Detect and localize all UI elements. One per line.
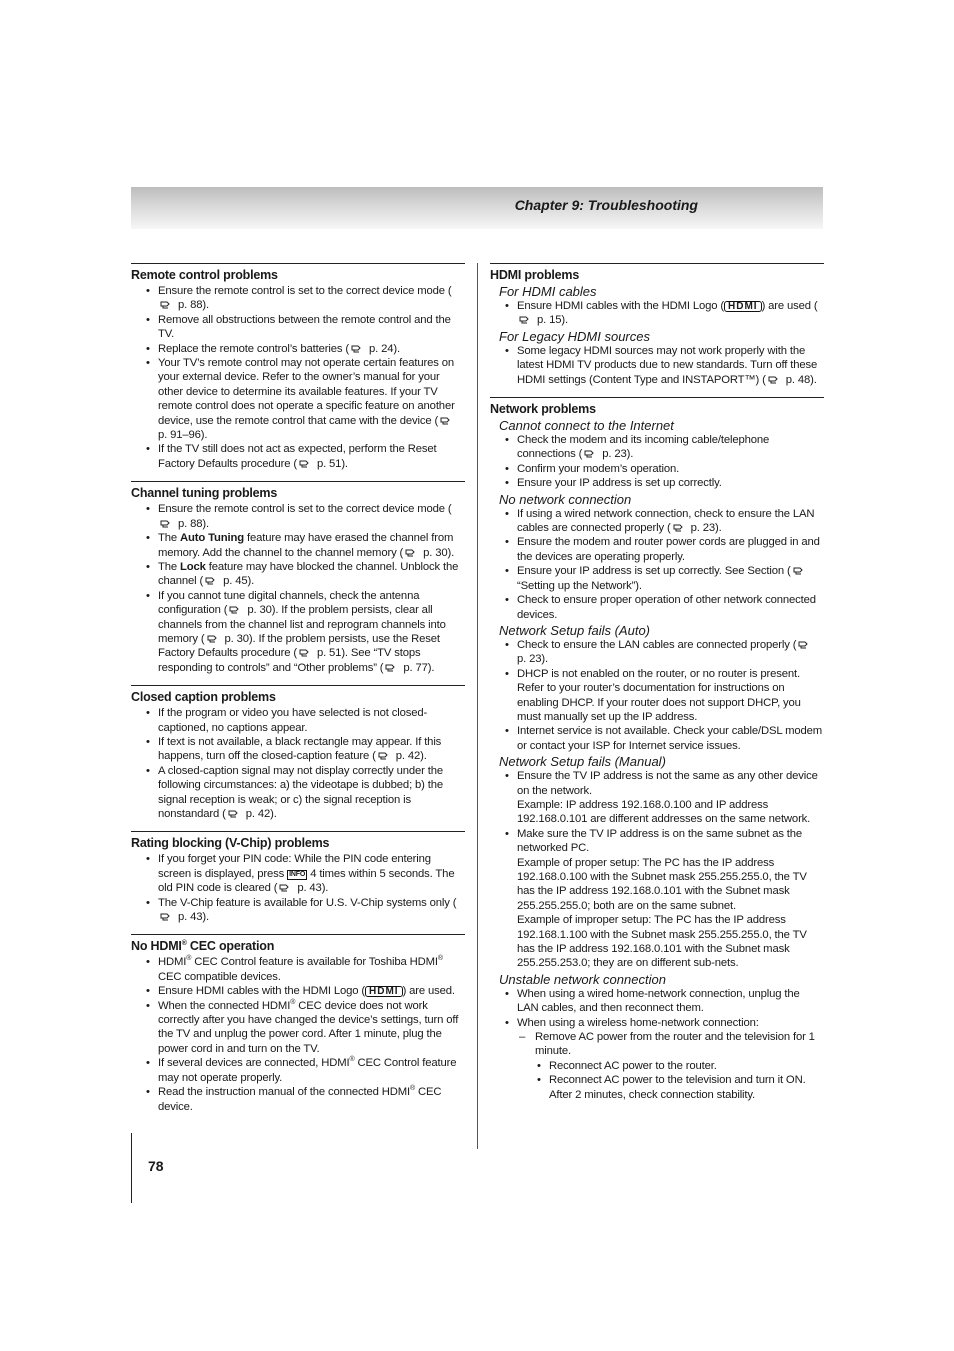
list-item: • The Lock feature may have blocked the channel. Unblock the channel ( p. 45).	[131, 560, 465, 589]
section-heading: Closed caption problems	[131, 690, 276, 705]
page-reference-icon	[299, 648, 312, 657]
page-reference-icon	[299, 459, 312, 468]
page-number-rule	[131, 1133, 132, 1203]
sub-list-item: • Reconnect AC power to the television and turn it ON. After 2 minutes, check connection stability.	[535, 1073, 824, 1102]
list-item: • Ensure your IP address is set up correctly.	[490, 476, 824, 490]
page-number: 78	[148, 1158, 164, 1174]
list-item: • Ensure the remote control is set to the correct device mode ( p. 88).	[131, 502, 465, 531]
page-reference-icon	[205, 576, 218, 585]
list-item: • DHCP is not enabled on the router, or no router is present. Refer to your router’s documentation for instructions on enabling DHCP. If your router does not support DHCP, you must manually set up the IP address.	[490, 667, 824, 725]
list-item: • The V-Chip feature is available for U.S. V-Chip systems only ( p. 43).	[131, 896, 465, 925]
page-reference-icon	[768, 375, 781, 384]
list-item: • Some legacy HDMI sources may not work properly with the latest HDMI TV products due to new standards. Turn off these HDMI settings (Content Type and INSTAPORT™) ( p. 48).	[490, 344, 824, 387]
sub-list-item: • Reconnect AC power to the router.	[535, 1059, 824, 1073]
column-divider	[477, 263, 478, 1149]
subsection-heading: For Legacy HDMI sources	[499, 328, 650, 344]
section-heading: Channel tuning problems	[131, 486, 278, 501]
list-item: • Internet service is not available. Check your cable/DSL modem or contact your ISP for Internet service issues.	[490, 724, 824, 753]
list-item: • If you cannot tune digital channels, check the antenna configuration ( p. 30). If the problem persists, clear all channels from the channel list and reprogram channels into memory ( p. 30). If the problem persists, use the Reset Factory Defaults procedure ( p. 51). See “TV stops responding to controls” and “Other problems” ( p. 77).	[131, 589, 465, 675]
hdmi-logo-icon: HDMI	[724, 301, 762, 312]
page-reference-icon	[673, 523, 686, 532]
section-network-problems	[490, 397, 824, 1102]
list-item: • Replace the remote control’s batteries ( p. 24).	[131, 342, 465, 356]
list-item: • Read the instruction manual of the connected HDMI® CEC device.	[131, 1085, 465, 1114]
list-item: • If using a wired network connection, check to ensure the LAN cables are connected properly ( p. 23).	[490, 507, 824, 536]
list-item: • A closed-caption signal may not display correctly under the following circumstances: a) the videotape is dubbed; b) the signal reception is weak; or c) the signal reception is nonstandard ( p. 42).	[131, 764, 465, 822]
section-heading: Rating blocking (V-Chip) problems	[131, 836, 330, 851]
section-hdmi-problems	[490, 263, 824, 387]
list-item: • Check to ensure the LAN cables are connected properly ( p. 23).	[490, 638, 824, 667]
page-reference-icon	[160, 519, 173, 528]
page-reference-icon	[279, 883, 292, 892]
info-button-icon: INFO	[289, 870, 306, 878]
page-reference-icon	[160, 912, 173, 921]
list-item: • Your TV’s remote control may not operate certain features on your external device. Refer to the owner’s manual for your other device to determine its available features. If your TV remote control does not operate a specific feature on another device, use the remote control that came with the device ( p. 91–96).	[131, 356, 465, 442]
page-reference-icon	[405, 548, 418, 557]
list-item: • Ensure the TV IP address is not the same as any other device on the network. Example: IP address 192.168.0.100 and IP address 192.168.0.101 are different addresses on the same network.	[490, 769, 824, 827]
list-item: • When using a wired home-network connection, unplug the LAN cables, and then reconnect them.	[490, 987, 824, 1016]
list-item: • Check to ensure proper operation of other network connected devices.	[490, 593, 824, 622]
list-item: • Confirm your modem’s operation.	[490, 462, 824, 476]
page-reference-icon	[378, 751, 391, 760]
list-item: • When using a wireless home-network connection: – Remove AC power from the router and the television for 1 minute. • Reconnect AC power to the router. • Reconnect AC power to the television and turn it ON. After 2 minutes, check connection stability.	[490, 1016, 824, 1102]
list-item: • Check the modem and its incoming cable/telephone connections ( p. 23).	[490, 433, 824, 462]
right-column	[490, 263, 824, 1112]
list-item: • If the program or video you have selected is not closed-captioned, no captions appear.	[131, 706, 465, 735]
section-heading: Remote control problems	[131, 268, 278, 282]
list-item: • The Auto Tuning feature may have erased the channel from memory. Add the channel to the channel memory ( p. 30).	[131, 531, 465, 560]
section-heading: No HDMI® CEC operation	[131, 939, 275, 954]
hdmi-logo-icon: HDMI	[365, 986, 403, 997]
subsection-heading: Cannot connect to the Internet	[499, 418, 674, 434]
section-channel-tuning	[131, 481, 465, 675]
chapter-header-band	[131, 187, 823, 229]
left-column	[131, 263, 465, 1124]
page-reference-icon	[160, 300, 173, 309]
subsection-heading: Unstable network connection	[499, 971, 666, 987]
list-item: • Make sure the TV IP address is on the same subnet as the networked PC. Example of proper setup: The PC has the IP address 192.168.0.100 with the Subnet mask 255.255.255.0, the TV has the IP address 192.168.0.101 with the Subnet mask 255.255.255.0; both are on the same subnet. Example of improper setup: The PC has the IP address 192.168.1.100 with the Subnet mask 255.255.255.0, the TV has the IP address 192.168.0.101 with the Subnet mask 255.255.253.0; they are on different sub-nets.	[490, 827, 824, 971]
list-item: • If several devices are connected, HDMI® CEC Control feature may not operate properly.	[131, 1056, 465, 1085]
subsection-heading: Network Setup fails (Manual)	[499, 754, 666, 770]
list-item: • If text is not available, a black rectangle may appear. If this happens, turn off the closed-caption feature ( p. 42).	[131, 735, 465, 764]
list-item: • Ensure HDMI cables with the HDMI Logo ( HDMI ) are used ( p. 15).	[490, 299, 824, 328]
dash-list-item: – Remove AC power from the router and the television for 1 minute. • Reconnect AC power to the router. • Reconnect AC power to the television and turn it ON. After 2 minutes, check connection stability.	[517, 1030, 824, 1102]
page-reference-icon	[207, 634, 220, 643]
subsection-heading: No network connection	[499, 491, 632, 507]
page-reference-icon	[228, 809, 241, 818]
page-reference-icon	[798, 640, 811, 649]
section-heading: Network problems	[490, 402, 596, 417]
list-item: • If the TV still does not act as expected, perform the Reset Factory Defaults procedure ( p. 51).	[131, 442, 465, 471]
list-item: • Remove all obstructions between the remote control and the TV.	[131, 313, 465, 342]
list-item: • Ensure your IP address is set up correctly. See Section ( “Setting up the Network”).	[490, 564, 824, 593]
subsection-heading: For HDMI cables	[499, 284, 597, 299]
chapter-title: Chapter 9: Troubleshooting	[514, 197, 698, 213]
section-hdmi-cec	[131, 934, 465, 1113]
list-item: • When the connected HDMI® CEC device does not work correctly after you have changed the device’s settings, turn off the TV and unplug the power cord. After 1 minute, plug the power cord in and turn on the TV.	[131, 999, 465, 1057]
page-reference-icon	[793, 566, 806, 575]
page-reference-icon	[229, 605, 242, 614]
section-heading: HDMI problems	[490, 268, 580, 282]
page-reference-icon	[584, 449, 597, 458]
list-item: • HDMI® CEC Control feature is available for Toshiba HDMI® CEC compatible devices.	[131, 955, 465, 984]
page-reference-icon	[519, 315, 532, 324]
page-reference-icon	[440, 416, 453, 425]
section-remote-control	[131, 263, 465, 471]
page-reference-icon	[351, 344, 364, 353]
section-closed-caption	[131, 685, 465, 821]
page-reference-icon	[385, 663, 398, 672]
list-item: • Ensure the modem and router power cords are plugged in and the devices are operating properly.	[490, 535, 824, 564]
list-item: • Ensure the remote control is set to the correct device mode ( p. 88).	[131, 284, 465, 313]
section-vchip	[131, 831, 465, 924]
list-item: • If you forget your PIN code: While the PIN code entering screen is displayed, press INFO 4 times within 5 seconds. The old PIN code is cleared ( p. 43).	[131, 852, 465, 895]
list-item: • Ensure HDMI cables with the HDMI Logo ( HDMI ) are used.	[131, 984, 465, 998]
subsection-heading: Network Setup fails (Auto)	[499, 622, 651, 638]
